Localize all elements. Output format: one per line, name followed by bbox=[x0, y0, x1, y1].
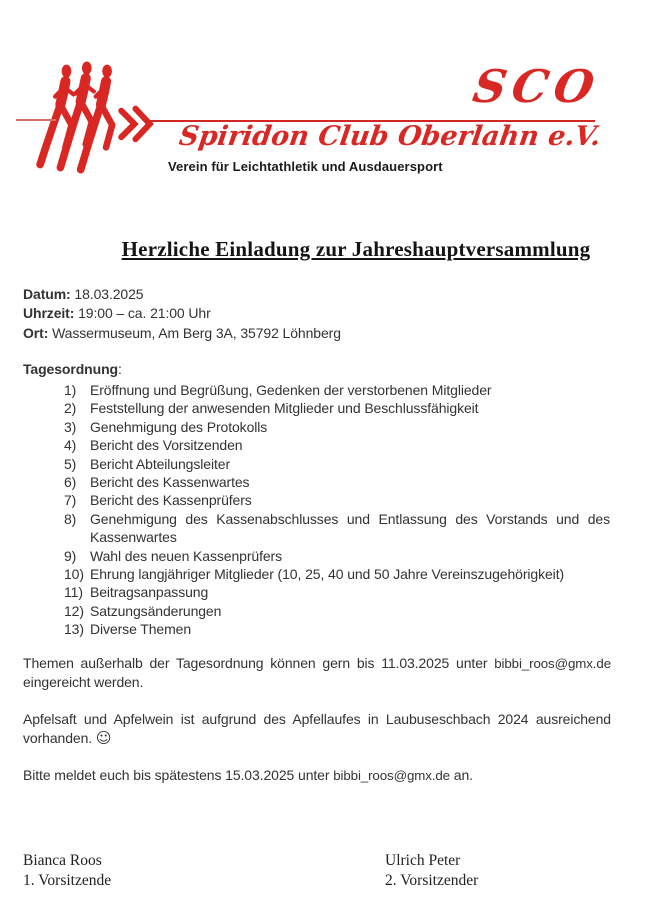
agenda-item-text: Ehrung langjähriger Mitglieder (10, 25, 40 und 50 Jahre Vereinszugehörigkeit) bbox=[90, 566, 565, 583]
agenda-item bbox=[64, 473, 610, 491]
agenda-item-number: 11) bbox=[64, 584, 83, 601]
signature-second-chair bbox=[385, 851, 478, 890]
agenda-item-number: 8) bbox=[64, 510, 77, 527]
detail-label: Uhrzeit: bbox=[23, 305, 75, 322]
agenda-item-text: Satzungsänderungen bbox=[90, 602, 222, 619]
three-runners-icon bbox=[36, 60, 168, 194]
signature-name: Ulrich Peter bbox=[385, 852, 461, 869]
detail-row-location bbox=[23, 324, 341, 343]
agenda-item-text: Bericht des Vorsitzenden bbox=[90, 437, 243, 454]
detail-value: 19:00 – ca. 21:00 Uhr bbox=[78, 305, 211, 322]
agenda-item bbox=[64, 565, 610, 583]
agenda-item-text: Bericht des Kassenwartes bbox=[90, 474, 250, 491]
agenda-item-text: Diverse Themen bbox=[90, 621, 192, 638]
email-address: bibbi_roos@gmx.de bbox=[494, 656, 611, 671]
agenda-item-number: 6) bbox=[64, 474, 77, 491]
agenda-item bbox=[64, 455, 610, 473]
agenda-item bbox=[64, 602, 610, 620]
letter-title: Herzliche Einladung zur Jahreshauptversammlung bbox=[121, 237, 591, 261]
event-details bbox=[23, 285, 341, 343]
agenda-item-text: Feststellung der anwesenden Mitglieder und Beschlussfähigkeit bbox=[90, 400, 479, 417]
agenda-item bbox=[64, 418, 610, 436]
agenda-item bbox=[64, 583, 610, 601]
agenda-item-text: Genehmigung des Protokolls bbox=[90, 418, 268, 435]
detail-label: Datum: bbox=[23, 286, 71, 302]
agenda-item-text: Eröffnung und Begrüßung, Gedenken der verstorbenen Mitglieder bbox=[90, 382, 492, 398]
agenda-item bbox=[64, 547, 610, 565]
signature-role: 2. Vorsitzender bbox=[385, 871, 479, 889]
detail-row-time bbox=[23, 304, 341, 323]
club-tagline: Verein für Leichtathletik und Ausdauersport bbox=[168, 159, 443, 174]
paragraph-topics bbox=[23, 654, 611, 693]
agenda-item-text: Genehmigung des Kassenabschlusses und Entlassung des Vorstands und des Kassenwartes bbox=[90, 510, 610, 546]
agenda-item-text: Bericht des Kassenprüfers bbox=[90, 492, 252, 509]
agenda-item bbox=[64, 399, 610, 417]
agenda-list bbox=[64, 381, 610, 639]
signature-first-chair bbox=[23, 851, 111, 890]
agenda-heading-colon: : bbox=[117, 361, 122, 377]
agenda-heading-label: Tagesordnung bbox=[23, 361, 118, 377]
detail-label: Ort: bbox=[23, 324, 49, 341]
paragraph-register bbox=[23, 766, 633, 785]
paragraph-apple bbox=[23, 710, 611, 749]
agenda-item bbox=[64, 620, 610, 638]
agenda-item-number: 7) bbox=[64, 492, 77, 509]
paragraph-text: Apfelsaft und Apfelwein ist aufgrund des Apfellaufes in Laubuseschbach 2024 ausreichend vorhanden. bbox=[23, 711, 611, 747]
agenda-item-text: Wahl des neuen Kassenprüfers bbox=[90, 547, 283, 564]
paragraph-text: Bitte meldet euch bis spätestens 15.03.2025 unter bbox=[23, 767, 334, 783]
agenda-item-number: 13) bbox=[64, 621, 84, 638]
club-acronym: SCO bbox=[469, 60, 605, 113]
agenda-item-number: 10) bbox=[64, 566, 84, 583]
agenda-item-number: 4) bbox=[64, 437, 77, 454]
detail-value: Wassermuseum, Am Berg 3A, 35792 Löhnberg bbox=[52, 324, 341, 341]
agenda-item bbox=[64, 491, 610, 509]
agenda-item-text: Bericht Abteilungsleiter bbox=[90, 455, 231, 472]
smiley-icon: ☺ bbox=[95, 729, 112, 748]
agenda-item bbox=[64, 381, 610, 399]
agenda-item-number: 3) bbox=[64, 418, 77, 435]
paragraph-text: eingereicht werden. bbox=[23, 674, 144, 691]
paragraph-text: an. bbox=[449, 767, 473, 783]
agenda-item bbox=[64, 510, 610, 547]
email-address: bibbi_roos@gmx.de bbox=[333, 768, 450, 783]
paragraph-text: Themen außerhalb der Tagesordnung können gern bis 11.03.2025 unter bbox=[23, 655, 495, 671]
agenda-item-text: Beitragsanpassung bbox=[90, 584, 209, 601]
detail-value: 18.03.2025 bbox=[74, 286, 144, 302]
agenda-item-number: 2) bbox=[64, 400, 77, 417]
agenda-item-number: 12) bbox=[64, 602, 84, 619]
agenda-heading bbox=[23, 361, 122, 377]
agenda-item-number: 1) bbox=[64, 382, 77, 398]
agenda-item bbox=[64, 436, 610, 454]
signature-role: 1. Vorsitzende bbox=[23, 871, 112, 889]
signature-name: Bianca Roos bbox=[23, 852, 102, 869]
agenda-item-number: 9) bbox=[64, 547, 77, 564]
agenda-item-number: 5) bbox=[64, 455, 77, 472]
club-name: Spiridon Club Oberlahn e.V. bbox=[177, 121, 603, 152]
letterhead-rule-left bbox=[16, 119, 56, 121]
detail-row-date bbox=[23, 285, 341, 304]
